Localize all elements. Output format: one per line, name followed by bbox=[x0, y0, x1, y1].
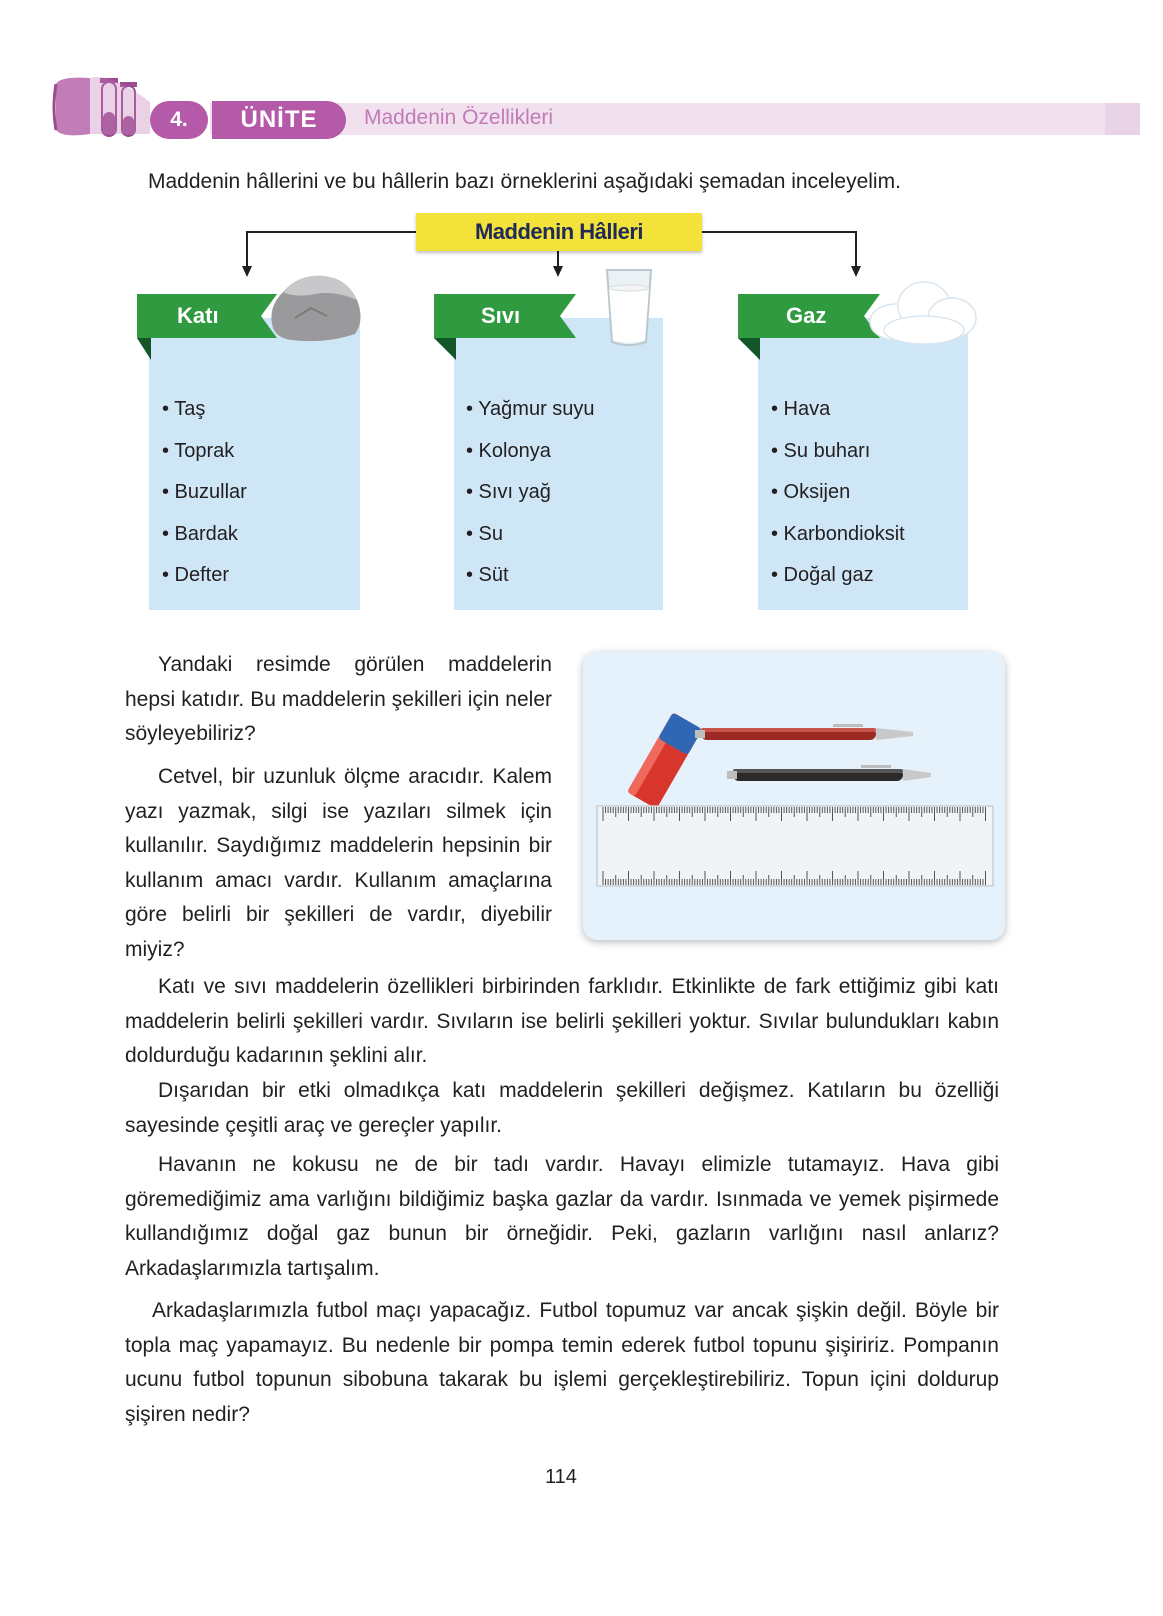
pen-icon bbox=[727, 765, 931, 781]
list-item: • Bardak bbox=[162, 522, 238, 545]
tab-solid: Katı bbox=[177, 303, 219, 328]
list-item: • Doğal gaz bbox=[771, 564, 874, 586]
page-number: 114 bbox=[545, 1466, 577, 1488]
paragraph-4: Dışarıdan bir etki olmadıkça katı maddelerin şekilleri değişmez. Katıların bu özelliği sayesinde çeşitli araç ve gereçler yapılır. bbox=[125, 1079, 999, 1137]
eraser-icon bbox=[627, 712, 702, 809]
objects-illustration bbox=[583, 652, 1005, 940]
solid-objects-photo bbox=[583, 652, 1005, 940]
list-item: • Karbondioksit bbox=[771, 522, 905, 545]
diagram-title: Maddenin Hâlleri bbox=[416, 213, 702, 251]
list-item: • Toprak bbox=[162, 439, 235, 462]
paragraph-5: Havanın ne kokusu ne de bir tadı vardır. Havayı elimizle tutamayız. Hava gibi göremediğimiz ama varlığını bildiğimiz başka gazlar da vardır. Isınmada ve yemek pişirmede kullandığımız doğal gaz bunun bir örneğidir. Peki, gazların varlığını nasıl anlarız? Arkadaşlarımızla tartışalım. bbox=[125, 1153, 999, 1280]
list-item: • Buzullar bbox=[162, 481, 247, 503]
list-item: • Su bbox=[466, 522, 504, 545]
tab-gas: Gaz bbox=[786, 303, 827, 328]
tab-fold bbox=[738, 338, 760, 362]
list-item: • Hava bbox=[771, 398, 831, 420]
cloud-icon bbox=[866, 276, 981, 346]
liquid-items bbox=[466, 396, 595, 604]
list-item: • Su buharı bbox=[771, 439, 871, 462]
diagram-connectors bbox=[0, 0, 1163, 300]
tab-liquid: Sıvı bbox=[481, 303, 521, 328]
solid-items bbox=[162, 396, 247, 604]
list-item: • Taş bbox=[162, 398, 206, 420]
unit-label: ÜNİTE bbox=[212, 101, 346, 139]
list-item: • Kolonya bbox=[466, 439, 551, 462]
unit-number: 4. bbox=[150, 101, 208, 139]
intro-text: Maddenin hâllerini ve bu hâllerin bazı örneklerini aşağıdaki şemadan inceleyelim. bbox=[148, 170, 901, 193]
paragraph-1: Yandaki resimde görülen maddelerin hepsi katıdır. Bu maddelerin şekilleri için neler söyleyebiliriz? bbox=[125, 653, 552, 745]
tab-fold bbox=[137, 338, 151, 362]
rock-icon bbox=[265, 268, 365, 344]
ruler-icon bbox=[597, 806, 993, 886]
paragraph-3: Katı ve sıvı maddelerin özellikleri birbirinden farklıdır. Etkinlikte de fark ettiğimiz gibi katı maddelerin belirli şekilleri vardır. Sıvıların ise belirli şekilleri yoktur. Sıvılar bulundukları kabın doldurduğu kadarının şeklini alır. bbox=[125, 975, 999, 1067]
list-item: • Oksijen bbox=[771, 481, 851, 503]
paragraph-2: Cetvel, bir uzunluk ölçme aracıdır. Kalem yazı yazmak, silgi ise yazıları silmek için kullanılır. Saydığımız maddelerin hepsinin bir kullanım amacı vardır. Kullanım amaçlarına göre belirli bir şekilleri de vardır, diyebilir miyiz? bbox=[125, 765, 552, 961]
paragraph-6: Arkadaşlarımızla futbol maçı yapacağız. Futbol topumuz var ancak şişkin değil. Böyle bir topla maç yapamayız. Bu nedenle bir pompa temin ederek futbol topunu şişiririz. Pompanın ucunu futbol topunun sibobuna takarak bu işlemi gerçekleştirebiliriz. Topun içini doldurup şişiren nedir? bbox=[125, 1299, 999, 1426]
gas-items bbox=[771, 396, 905, 604]
list-item: • Defter bbox=[162, 564, 230, 586]
pen-icon bbox=[695, 724, 913, 740]
tab-fold bbox=[434, 338, 456, 362]
list-item: • Yağmur suyu bbox=[466, 398, 595, 420]
list-item: • Sıvı yağ bbox=[466, 481, 551, 503]
list-item: • Süt bbox=[466, 564, 509, 586]
unit-title: Maddenin Özellikleri bbox=[364, 106, 554, 129]
milk-glass-icon bbox=[603, 266, 655, 348]
